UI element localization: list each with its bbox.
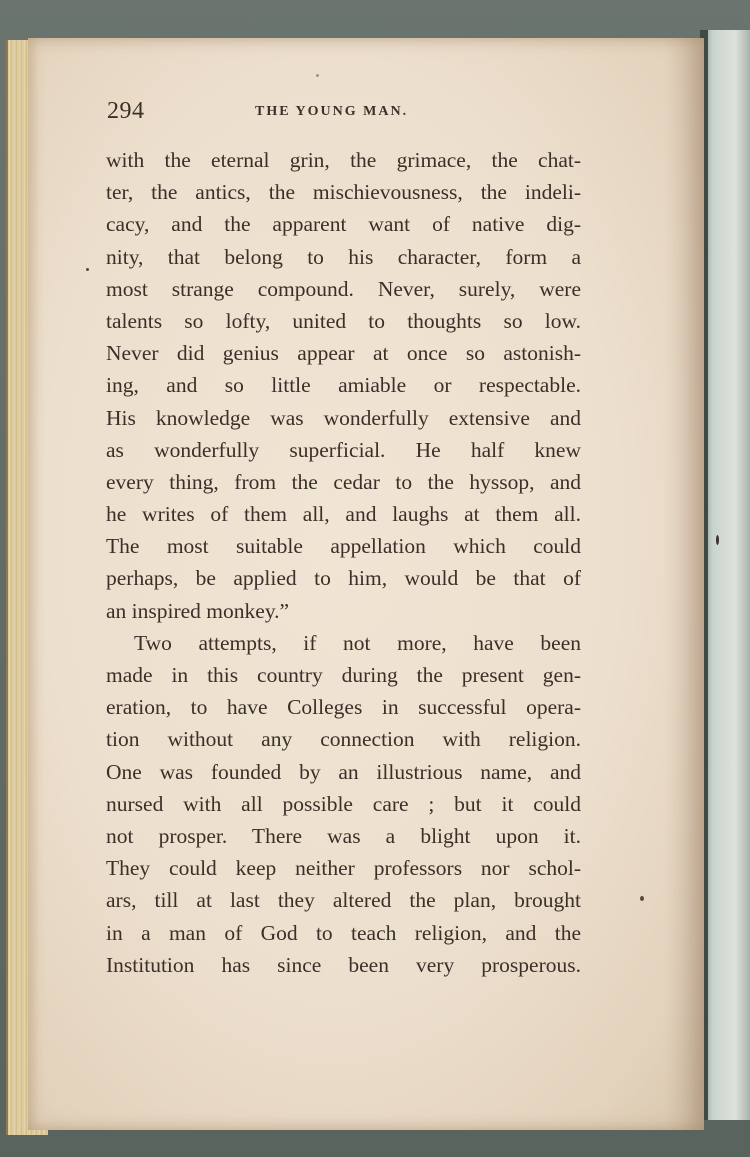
body-text — [106, 144, 581, 981]
text-line: every thing, from the cedar to the hyssop, and — [106, 469, 581, 494]
text-line: ter, the antics, the mischievousness, the indeli- — [106, 180, 581, 205]
ink-speck — [716, 535, 719, 545]
paragraph-2 — [106, 627, 581, 981]
text-line: They could keep neither professors nor schol- — [106, 856, 581, 881]
paragraph-1 — [106, 144, 581, 627]
text-line: not prosper. There was a blight upon it. — [106, 823, 581, 848]
text-line: His knowledge was wonderfully extensive and — [106, 405, 581, 430]
text-line: talents so lofty, united to thoughts so low. — [106, 308, 581, 333]
text-line: an inspired monkey.” — [106, 598, 290, 623]
text-line: perhaps, be applied to him, would be that of — [106, 566, 581, 591]
text-line: nity, that belong to his character, form a — [106, 244, 581, 269]
text-line: Never did genius appear at once so astonish- — [106, 341, 581, 366]
ink-speck — [640, 896, 644, 901]
text-line: eration, to have Colleges in successful opera- — [106, 695, 581, 720]
ink-speck — [86, 268, 89, 271]
text-line: as wonderfully superficial. He half knew — [106, 437, 581, 462]
text-line: in a man of God to teach religion, and the — [106, 920, 581, 945]
text-line: One was founded by an illustrious name, and — [106, 759, 581, 784]
text-line: The most suitable appellation which could — [106, 534, 581, 559]
page-header — [107, 98, 587, 128]
text-line: ing, and so little amiable or respectable. — [106, 373, 581, 398]
text-line: ars, till at last they altered the plan, brought — [106, 888, 581, 913]
text-line: Institution has since been very prosperous. — [106, 952, 581, 977]
gutter-shadow — [664, 38, 704, 1130]
text-line: he writes of them all, and laughs at them all. — [106, 502, 581, 527]
text-line: with the eternal grin, the grimace, the chat- — [106, 148, 581, 172]
text-line: Two attempts, if not more, have been — [134, 630, 581, 655]
text-line: nursed with all possible care ; but it could — [106, 791, 581, 816]
running-head: THE YOUNG MAN. — [255, 104, 409, 119]
page-number: 294 — [107, 98, 145, 124]
text-line: made in this country during the present gen- — [106, 663, 581, 687]
text-line: cacy, and the apparent want of native dig- — [106, 212, 581, 237]
ink-speck — [316, 74, 319, 77]
text-line: most strange compound. Never, surely, were — [106, 276, 581, 301]
text-line: tion without any connection with religion. — [106, 727, 581, 752]
